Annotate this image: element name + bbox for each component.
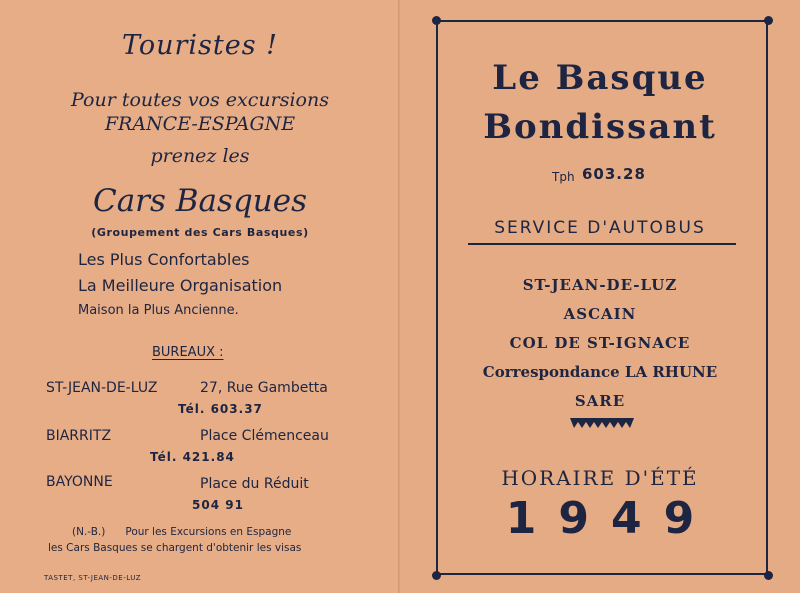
office-tel-stjean: Tél. 603.37 bbox=[178, 402, 263, 416]
groupement-line: (Groupement des Cars Basques) bbox=[91, 226, 309, 239]
touristes-heading: Touristes ! bbox=[121, 30, 279, 61]
france-espagne-line: FRANCE-ESPAGNE bbox=[104, 113, 296, 135]
office-city-bayonne: BAYONNE bbox=[46, 474, 113, 490]
office-city-biarritz: BIARRITZ bbox=[46, 428, 112, 444]
stop-ascain: ASCAIN bbox=[563, 305, 637, 323]
year-1949: 1949 bbox=[505, 493, 717, 544]
title-bondissant: Bondissant bbox=[483, 107, 717, 147]
frame-corner-dot bbox=[432, 571, 441, 580]
office-address-biarritz: Place Clémenceau bbox=[200, 428, 329, 444]
note-visas: les Cars Basques se chargent d'obtenir les visas bbox=[48, 542, 302, 554]
tph-label: Tph bbox=[552, 170, 575, 184]
horaire-ete: HORAIRE D'ÉTÉ bbox=[501, 466, 699, 490]
bureaux-title: BUREAUX : bbox=[152, 345, 224, 360]
feature-ancienne: Maison la Plus Ancienne. bbox=[78, 303, 239, 318]
stop-sare: SARE bbox=[574, 392, 626, 410]
stop-correspondance: Correspondance LA RHUNE bbox=[482, 363, 718, 381]
tph-number: 603.28 bbox=[582, 165, 646, 183]
zigzag-ornament bbox=[570, 418, 634, 430]
office-city-stjean: ST-JEAN-DE-LUZ bbox=[46, 380, 158, 396]
service-underline bbox=[468, 243, 736, 245]
feature-confortables: Les Plus Confortables bbox=[78, 250, 250, 269]
office-address-bayonne: Place du Réduit bbox=[200, 476, 309, 492]
feature-organisation: La Meilleure Organisation bbox=[78, 276, 283, 295]
excursions-line: Pour toutes vos excursions bbox=[71, 89, 329, 111]
office-tel-bayonne: 504 91 bbox=[192, 498, 244, 512]
prenez-les-line: prenez les bbox=[150, 145, 250, 167]
cars-basques-brand: Cars Basques bbox=[92, 183, 308, 219]
stop-stjean: ST-JEAN-DE-LUZ bbox=[522, 276, 678, 294]
office-address-stjean: 27, Rue Gambetta bbox=[200, 380, 328, 396]
right-panel bbox=[400, 0, 800, 593]
cover-frame bbox=[436, 20, 768, 575]
service-autobus: SERVICE D'AUTOBUS bbox=[494, 218, 706, 238]
frame-corner-dot bbox=[764, 571, 773, 580]
note-excursions: (N.-B.) Pour les Excursions en Espagne bbox=[72, 526, 292, 538]
printer-credit: TASTET, ST-JEAN-DE-LUZ bbox=[44, 574, 142, 582]
frame-corner-dot bbox=[764, 16, 773, 25]
frame-corner-dot bbox=[432, 16, 441, 25]
stop-col-st-ignace: COL DE ST-IGNACE bbox=[509, 334, 691, 352]
title-le-basque: Le Basque bbox=[492, 58, 708, 98]
office-tel-biarritz: Tél. 421.84 bbox=[150, 450, 235, 464]
